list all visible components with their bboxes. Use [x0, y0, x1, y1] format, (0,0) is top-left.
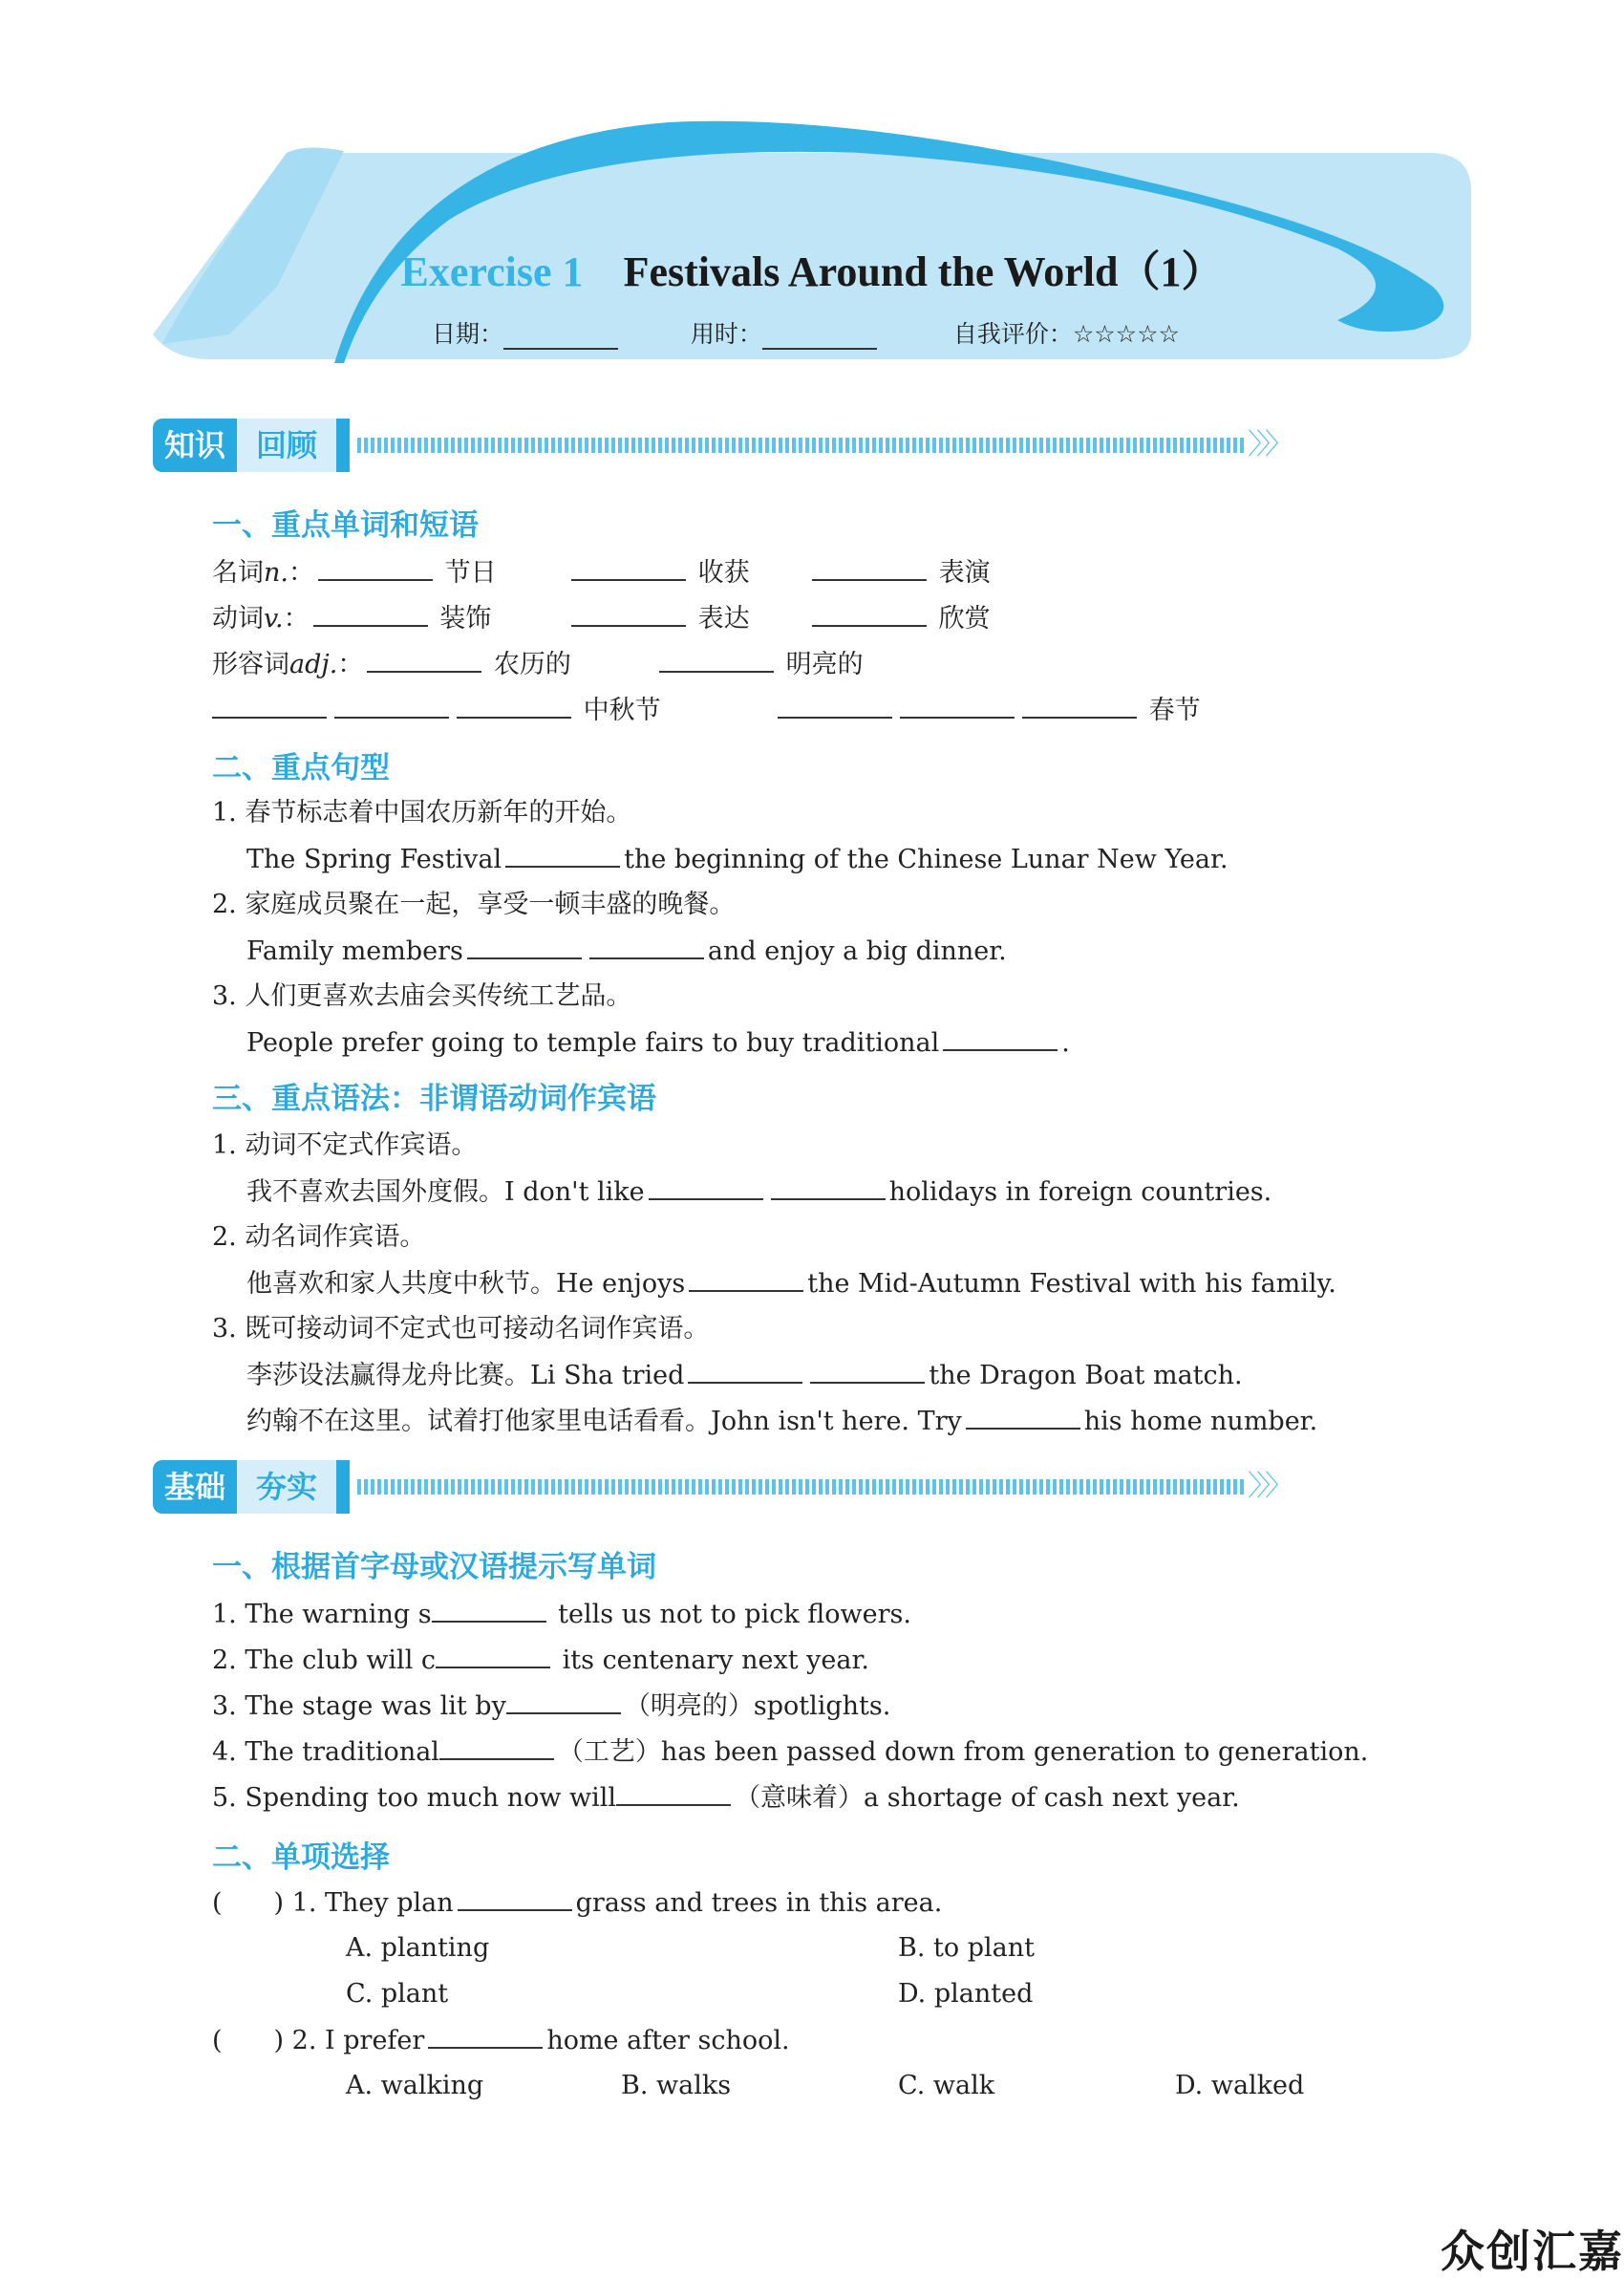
noun-item-2: 收获	[567, 556, 750, 590]
word-question-2: 2. The club will c its centenary next year.	[212, 1645, 869, 1675]
section-tag-a: 知识	[153, 419, 237, 472]
review-heading-2: 二、重点句型	[212, 751, 390, 785]
blank[interactable]	[659, 648, 774, 673]
blank[interactable]	[966, 1405, 1080, 1430]
section-arrow-icon: 〉〉〉	[1248, 428, 1288, 462]
date-label: 日期：	[432, 320, 504, 348]
section-tag-b: 夯实	[237, 1460, 336, 1514]
blank[interactable]	[457, 694, 571, 719]
word-question-5: 5. Spending too much now will （意味着）a shortage of cash next year.	[212, 1783, 1240, 1813]
blank[interactable]	[432, 1598, 546, 1623]
section-dotted-line	[357, 438, 1246, 453]
mc2-option-c[interactable]: C. walk	[898, 2071, 995, 2100]
blank[interactable]	[458, 1886, 572, 1911]
meta-row	[432, 315, 1180, 350]
blank[interactable]	[943, 1026, 1058, 1051]
rating-stars[interactable]: ☆☆☆☆☆	[1072, 320, 1180, 348]
section-bar	[336, 419, 350, 472]
grammar-1-example: 我不喜欢去国外度假。I don't like holidays in foreign countries.	[246, 1177, 1272, 1207]
blank[interactable]	[439, 1735, 554, 1760]
grammar-3-example-2: 约翰不在这里。试着打他家里电话看看。John isn't here. Try his home number.	[246, 1407, 1318, 1436]
date-blank[interactable]	[503, 325, 618, 350]
blank[interactable]	[649, 1175, 763, 1200]
adj-item-2: 明亮的	[655, 648, 864, 681]
blank[interactable]	[313, 602, 428, 627]
basics-heading-1: 一、根据首字母或汉语提示写单词	[212, 1550, 656, 1584]
blank[interactable]	[436, 1644, 550, 1668]
mc2-option-a[interactable]: A. walking	[346, 2071, 484, 2100]
exercise-label: Exercise 1	[400, 248, 584, 295]
grammar-2-example: 他喜欢和家人共度中秋节。He enjoys the Mid-Autumn Festival with his family.	[246, 1269, 1336, 1299]
mc2-option-d[interactable]: D. walked	[1175, 2071, 1305, 2100]
time-blank[interactable]	[762, 325, 877, 350]
mc-question-2: ( ) 2. I prefer home after school.	[212, 2026, 790, 2055]
basics-heading-2: 二、单项选择	[212, 1840, 390, 1875]
sentence-1-cn: 1. 春节标志着中国农历新年的开始。	[212, 798, 632, 828]
word-question-1: 1. The warning s tells us not to pick flowers.	[212, 1600, 911, 1629]
watermark-logo: 众创汇嘉	[1441, 2226, 1624, 2277]
sentence-3-cn: 3. 人们更喜欢去庙会买传统工艺品。	[212, 981, 632, 1011]
blank[interactable]	[616, 1781, 731, 1806]
rating-label: 自我评价：	[952, 320, 1073, 348]
mc1-option-a[interactable]: A. planting	[346, 1933, 490, 1963]
blank[interactable]	[367, 648, 481, 673]
adj-row: 形容词adj.： 农历的	[212, 650, 571, 679]
blank[interactable]	[688, 1359, 802, 1384]
grammar-3-example-1: 李莎设法赢得龙舟比赛。Li Sha tried the Dragon Boat match.	[246, 1361, 1243, 1390]
blank[interactable]	[589, 935, 704, 959]
mc-question-1: ( ) 1. They plan grass and trees in this area.	[212, 1888, 943, 1918]
answer-paren[interactable]: ( )	[212, 1888, 285, 1918]
blank[interactable]	[505, 843, 620, 868]
blank[interactable]	[334, 694, 449, 719]
mc1-option-c[interactable]: C. plant	[346, 1979, 449, 2009]
grammar-2: 2. 动名词作宾语。	[212, 1222, 426, 1252]
blank[interactable]	[778, 694, 892, 719]
grammar-1: 1. 动词不定式作宾语。	[212, 1130, 478, 1160]
blank[interactable]	[1022, 694, 1137, 719]
blank[interactable]	[571, 556, 686, 581]
sentence-2-en: Family members and enjoy a big dinner.	[246, 936, 1007, 966]
blank[interactable]	[506, 1689, 621, 1714]
section-arrow-icon: 〉〉〉	[1248, 1470, 1288, 1503]
review-heading-1: 一、重点单词和短语	[212, 508, 479, 543]
section-bar	[336, 1460, 350, 1514]
time-label: 用时：	[690, 320, 762, 348]
section-review-header	[153, 419, 1299, 472]
sentence-2-cn: 2. 家庭成员聚在一起，享受一顿丰盛的晚餐。	[212, 890, 736, 919]
mc2-option-b[interactable]: B. walks	[621, 2071, 732, 2100]
noun-item-3: 表演	[808, 556, 991, 590]
review-heading-3: 三、重点语法：非谓语动词作宾语	[212, 1082, 656, 1116]
page-title	[0, 237, 1624, 298]
blank[interactable]	[571, 602, 686, 627]
blank[interactable]	[689, 1267, 803, 1292]
sentence-3-en: People prefer going to temple fairs to buy traditional .	[246, 1028, 1070, 1058]
verb-row: 动词v.： 装饰	[212, 604, 492, 634]
grammar-3: 3. 既可接动词不定式也可接动名词作宾语。	[212, 1314, 710, 1344]
blank[interactable]	[467, 935, 582, 959]
blank[interactable]	[900, 694, 1015, 719]
blank[interactable]	[812, 556, 927, 581]
section-basics-header	[153, 1460, 1299, 1514]
blank[interactable]	[771, 1175, 886, 1200]
section-tag-a: 基础	[153, 1460, 237, 1514]
verb-item-2: 表达	[567, 602, 750, 635]
blank[interactable]	[810, 1359, 925, 1384]
noun-row: 名词n.： 节日	[212, 558, 497, 588]
phrase-row-1: 中秋节	[208, 694, 661, 727]
exercise-title: Festivals Around the World（1）	[623, 248, 1224, 295]
phrase-row-2: 春节	[774, 694, 1201, 727]
blank[interactable]	[318, 556, 433, 581]
verb-item-3: 欣赏	[808, 602, 991, 635]
sentence-1-en: The Spring Festival the beginning of the Chinese Lunar New Year.	[246, 845, 1229, 874]
blank[interactable]	[212, 694, 327, 719]
answer-paren[interactable]: ( )	[212, 2026, 285, 2055]
mc1-option-b[interactable]: B. to plant	[898, 1933, 1035, 1963]
word-question-4: 4. The traditional （工艺）has been passed down from generation to generation.	[212, 1737, 1369, 1767]
word-question-3: 3. The stage was lit by （明亮的）spotlights.	[212, 1691, 891, 1721]
section-tag-b: 回顾	[237, 419, 336, 472]
blank[interactable]	[812, 602, 927, 627]
section-dotted-line	[357, 1479, 1246, 1495]
mc1-option-d[interactable]: D. planted	[898, 1979, 1034, 2009]
blank[interactable]	[428, 2024, 543, 2049]
